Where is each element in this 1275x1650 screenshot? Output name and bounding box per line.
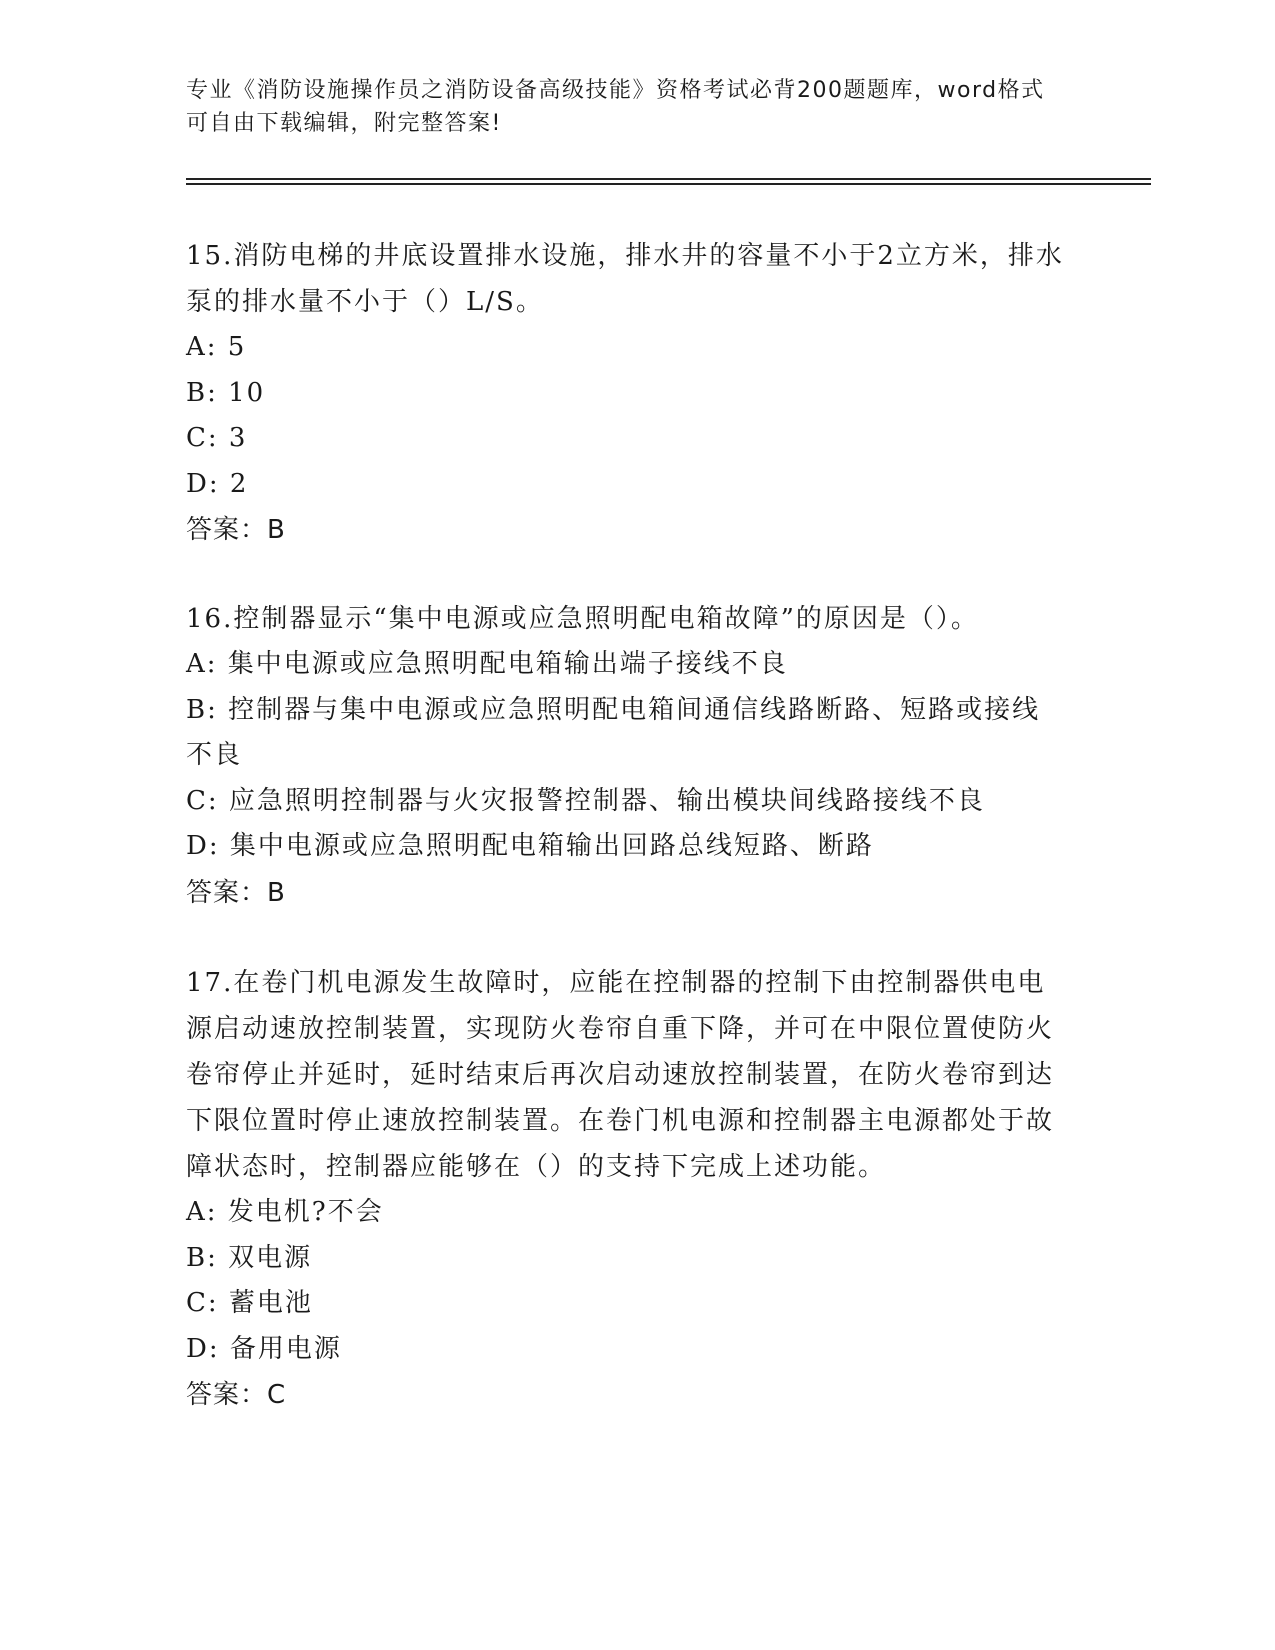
option-a: A: 发电机?不会 <box>186 1197 384 1227</box>
question-stem: 15.消防电梯的井底设置排水设施，排水井的容量不小于2立方米，排水泵的排水量不小于（）L/S。 <box>186 241 1064 317</box>
question-stem: 16.控制器显示“集中电源或应急照明配电箱故障”的原因是（）。 <box>186 604 979 634</box>
option-a: A: 5 <box>186 332 247 362</box>
option-d: D: 集中电源或应急照明配电箱输出回路总线短路、断路 <box>186 831 874 861</box>
answer-line: 答案：C <box>186 1380 287 1410</box>
option-c: C: 3 <box>186 423 248 453</box>
question-stem: 17.在卷门机电源发生故障时，应能在控制器的控制下由控制器供电电源启动速放控制装置，实现防火卷帘自重下降，并可在中限位置使防火卷帘停止并延时，延时结束后再次启动速放控制装置，在防火卷帘到达下限位置时停止速放控制装置。在卷门机电源和控制器主电源都处于故障状态时，控制器应能够在（）的支持下完成上述功能。 <box>186 968 1055 1182</box>
option-b: B: 控制器与集中电源或应急照明配电箱间通信线路断路、短路或接线不良 <box>186 694 1041 770</box>
option-d: D: 备用电源 <box>186 1333 342 1364</box>
question-15 <box>186 233 1066 553</box>
question-17 <box>186 960 1066 1418</box>
header-divider-top <box>186 178 1151 180</box>
option-b: B: 10 <box>186 377 266 408</box>
answer-line: 答案：B <box>186 877 286 908</box>
answer-line: 答案：B <box>186 515 286 545</box>
question-16 <box>186 596 1066 916</box>
option-c: C: 蓄电池 <box>186 1288 313 1318</box>
option-a: A: 集中电源或应急照明配电箱输出端子接线不良 <box>186 649 788 679</box>
option-c: C: 应急照明控制器与火灾报警控制器、输出模块间线路接线不良 <box>186 785 985 816</box>
header-divider-bottom <box>186 183 1151 185</box>
option-d: D: 2 <box>186 468 249 499</box>
document-header: 专业《消防设施操作员之消防设备高级技能》资格考试必背200题题库，word格式可自由下载编辑，附完整答案! <box>186 78 1045 136</box>
option-b: B: 双电源 <box>186 1242 313 1273</box>
